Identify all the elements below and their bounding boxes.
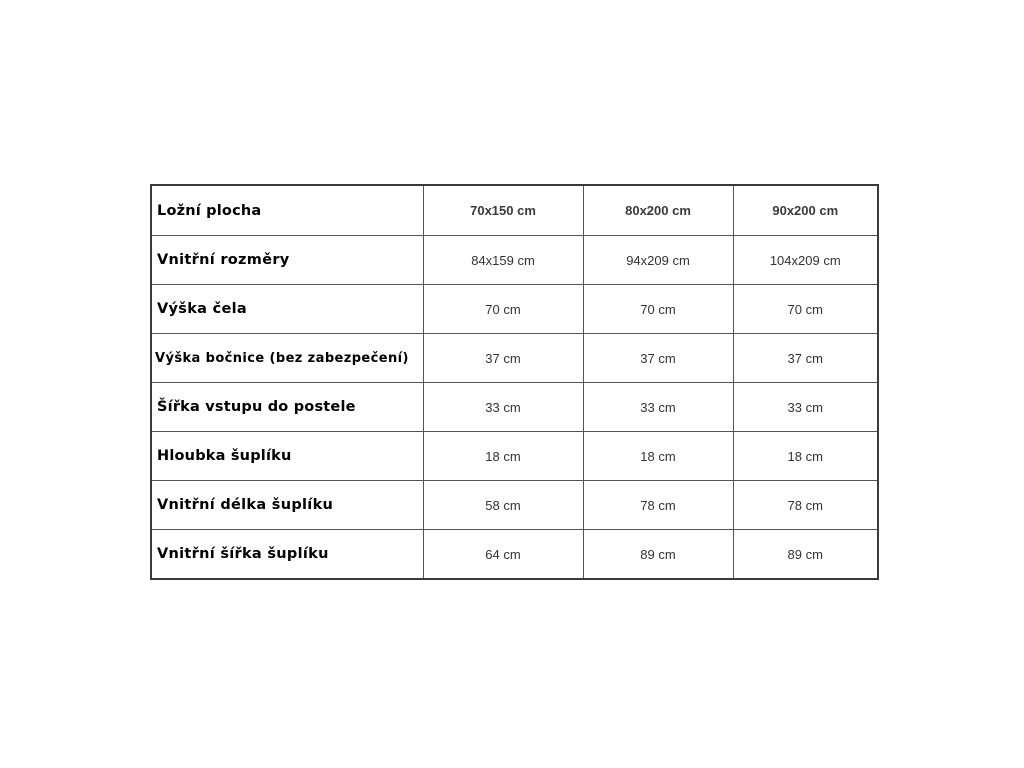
table-cell: 33 cm [423, 383, 583, 432]
table-cell: 33 cm [733, 383, 878, 432]
table-cell: 89 cm [583, 530, 733, 580]
row-label: Výška bočnice (bez zabezpečení) [151, 334, 423, 383]
table-cell: 18 cm [423, 432, 583, 481]
table-cell: 18 cm [583, 432, 733, 481]
row-label: Ložní plocha [151, 185, 423, 236]
row-label: Šířka vstupu do postele [151, 383, 423, 432]
table-cell: 70 cm [583, 285, 733, 334]
table-cell: 33 cm [583, 383, 733, 432]
table-cell: 89 cm [733, 530, 878, 580]
table-cell: 64 cm [423, 530, 583, 580]
size-header-90x200: 90x200 cm [733, 185, 878, 236]
table-row-headboard-height [151, 285, 878, 334]
table-cell: 37 cm [423, 334, 583, 383]
table-cell: 37 cm [583, 334, 733, 383]
table-row-inner-dimensions [151, 236, 878, 285]
table-cell: 58 cm [423, 481, 583, 530]
table-row-sleeping-area [151, 185, 878, 236]
table-row-drawer-width [151, 530, 878, 580]
table-cell: 78 cm [583, 481, 733, 530]
row-label: Vnitřní šířka šuplíku [151, 530, 423, 580]
table-row-drawer-depth [151, 432, 878, 481]
table-cell: 18 cm [733, 432, 878, 481]
row-label: Vnitřní rozměry [151, 236, 423, 285]
table-row-entry-width [151, 383, 878, 432]
table-cell: 94x209 cm [583, 236, 733, 285]
row-label: Výška čela [151, 285, 423, 334]
size-header-80x200: 80x200 cm [583, 185, 733, 236]
table-cell: 70 cm [733, 285, 878, 334]
table-row-side-height [151, 334, 878, 383]
table-row-drawer-length [151, 481, 878, 530]
table-cell: 70 cm [423, 285, 583, 334]
table-cell: 37 cm [733, 334, 878, 383]
row-label: Hloubka šuplíku [151, 432, 423, 481]
table-cell: 104x209 cm [733, 236, 878, 285]
bed-dimensions-table [150, 184, 879, 580]
size-header-70x150: 70x150 cm [423, 185, 583, 236]
table-cell: 84x159 cm [423, 236, 583, 285]
table-cell: 78 cm [733, 481, 878, 530]
row-label: Vnitřní délka šuplíku [151, 481, 423, 530]
